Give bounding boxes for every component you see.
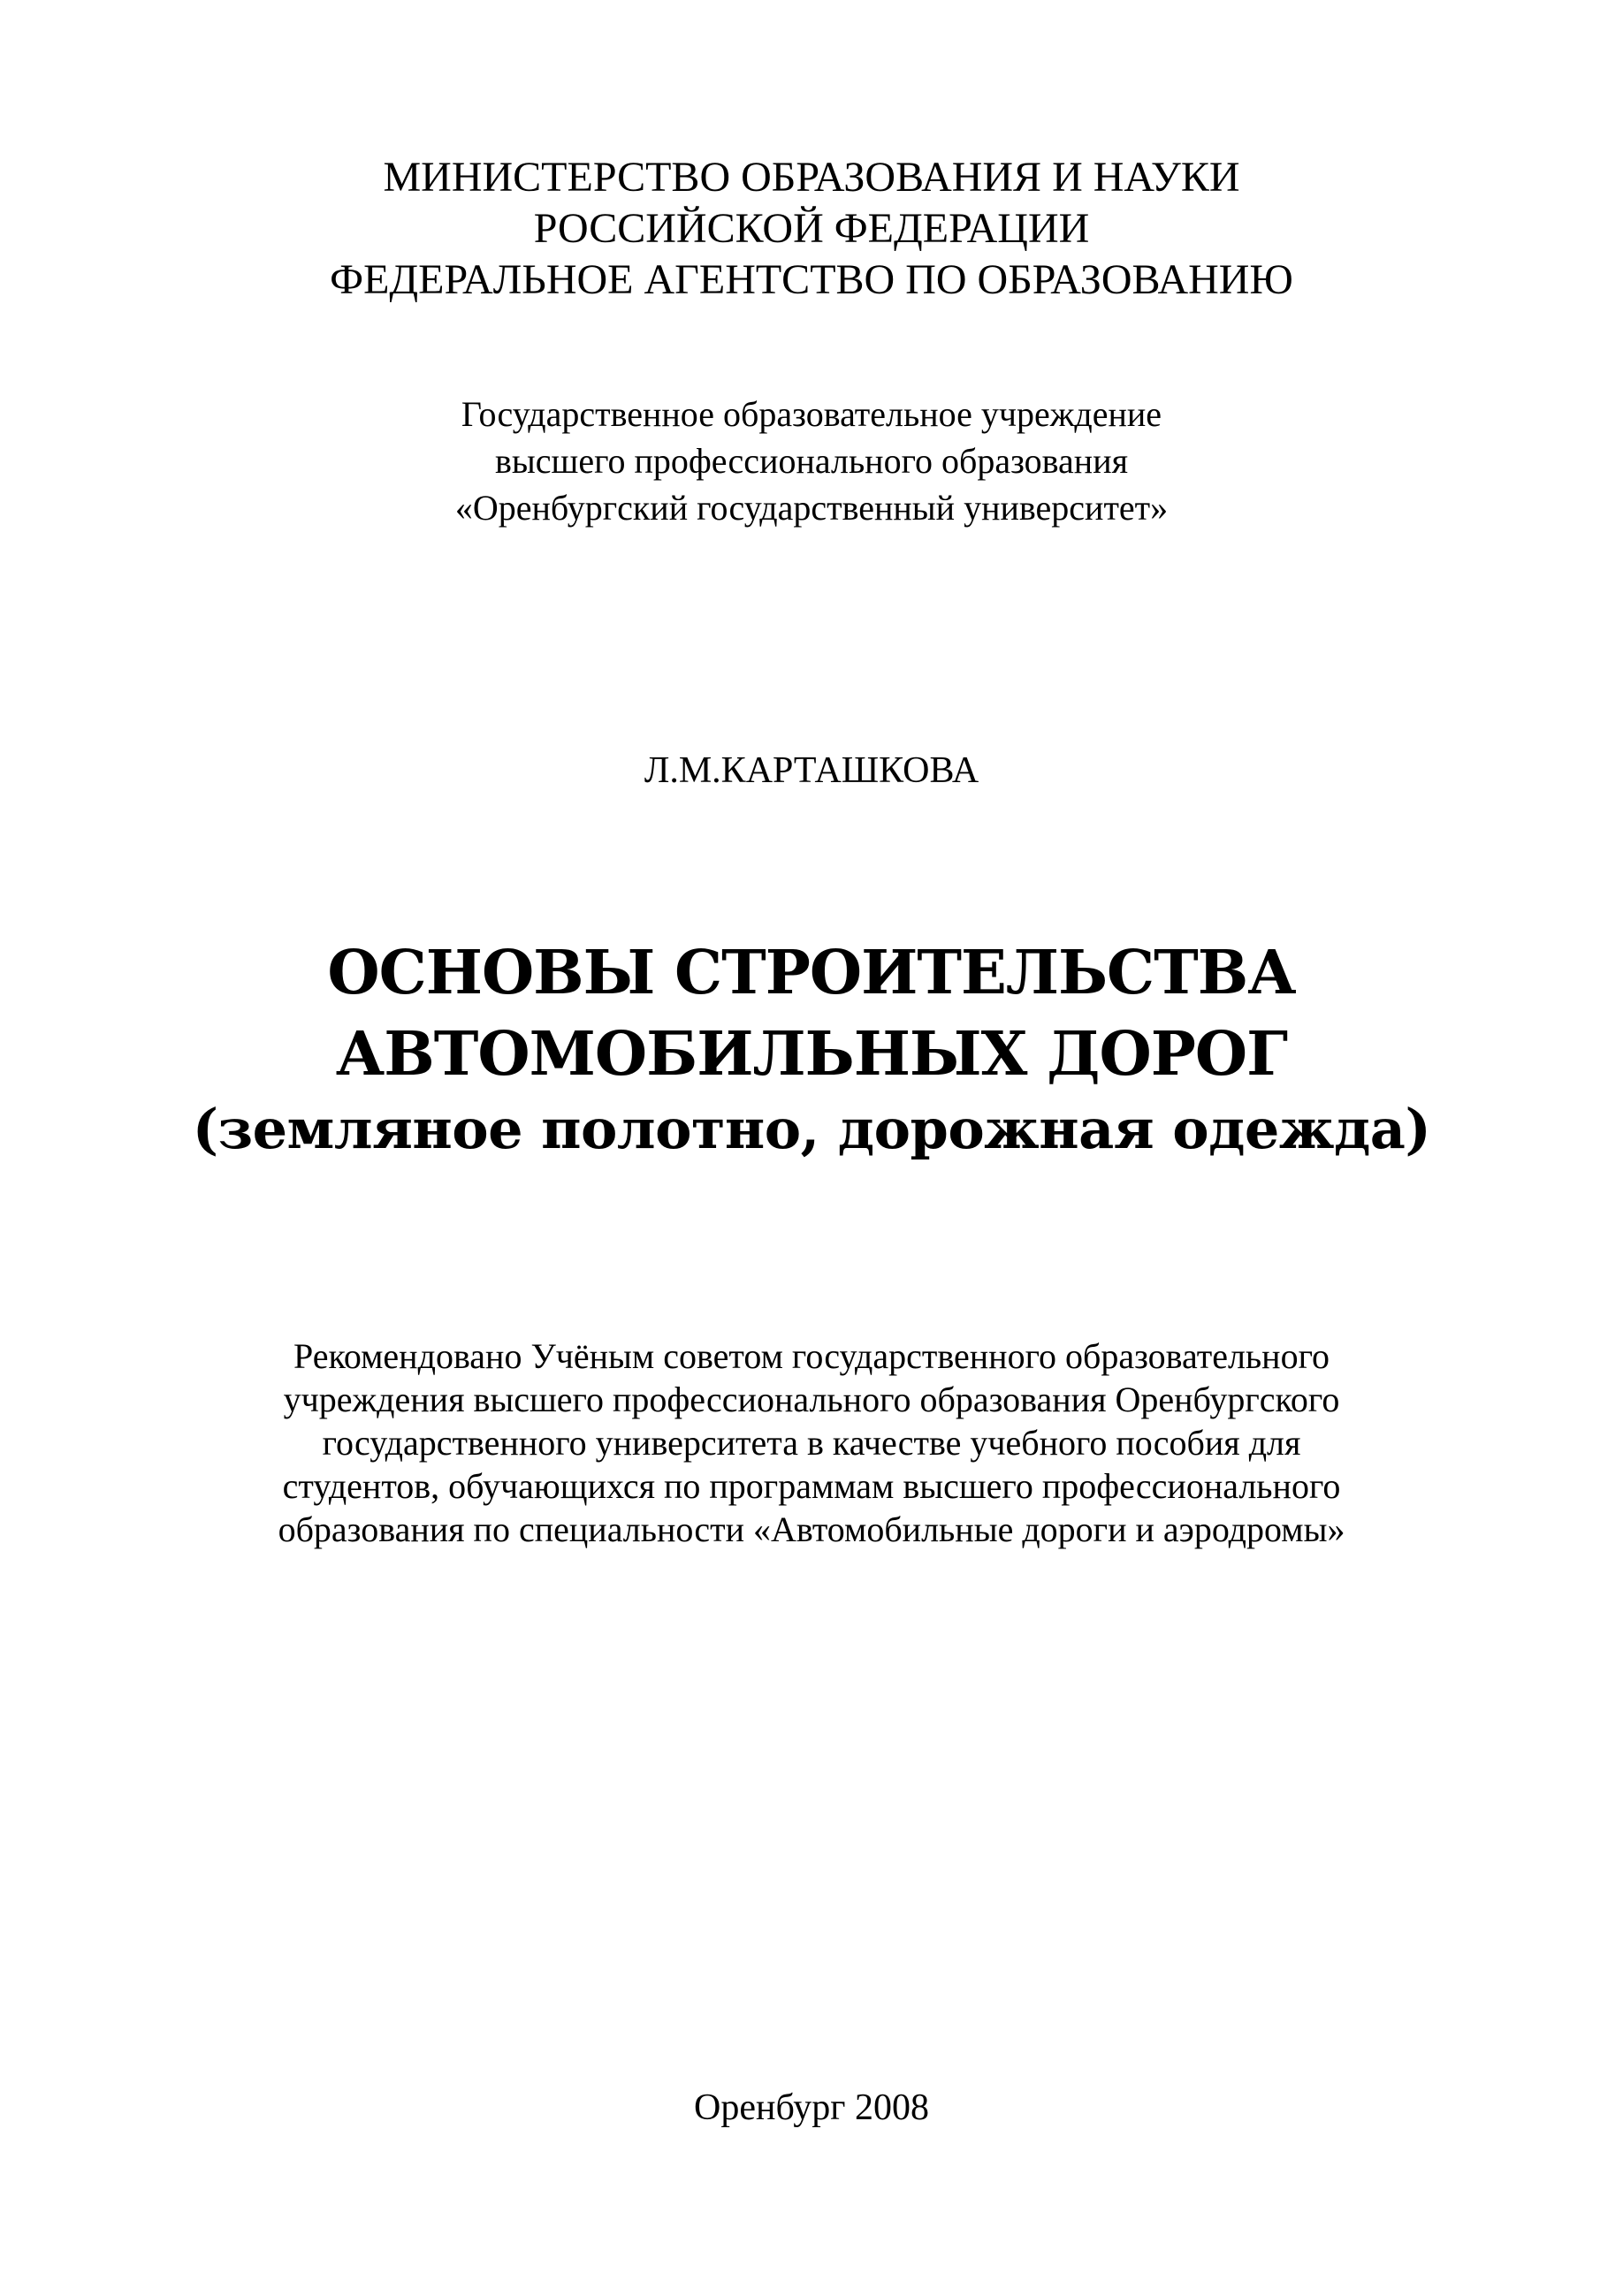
recommendation-line: образования по специальности «Автомобильные дороги и аэродромы»	[278, 1509, 1345, 1549]
book-subtitle: (земляное полотно, дорожная одежда)	[192, 1097, 1431, 1161]
recommendation-line: государственного университета в качестве учебного пособия для	[322, 1423, 1301, 1463]
ministry-line: ФЕДЕРАЛЬНОЕ АГЕНТСТВО ПО ОБРАЗОВАНИЮ	[330, 256, 1293, 303]
ministry-line: РОССИЙСКОЙ ФЕДЕРАЦИИ	[533, 205, 1090, 252]
institution-line: высшего профессионального образования	[495, 441, 1128, 481]
recommendation-line: Рекомендовано Учёным советом государственного образовательного	[293, 1336, 1330, 1376]
institution-line: «Оренбургский государственный университет»	[454, 488, 1169, 528]
institution-line: Государственное образовательное учреждение	[461, 394, 1162, 434]
recommendation-note	[0, 1334, 1623, 1551]
place-year: Оренбург 2008	[694, 2087, 929, 2128]
book-title	[0, 932, 1623, 1095]
recommendation-line: студентов, обучающихся по программам высшего профессионального	[282, 1466, 1341, 1506]
ministry-header	[0, 152, 1623, 306]
ministry-line: МИНИСТЕРСТВО ОБРАЗОВАНИЯ И НАУКИ	[383, 154, 1240, 201]
title-line: ОСНОВЫ СТРОИТЕЛЬСТВА	[327, 938, 1296, 1008]
institution-header	[0, 391, 1623, 531]
recommendation-line: учреждения высшего профессионального образования Оренбургского	[283, 1380, 1340, 1419]
author-name: Л.М.КАРТАШКОВА	[644, 750, 979, 791]
title-line: АВТОМОБИЛЬНЫХ ДОРОГ	[335, 1019, 1288, 1090]
